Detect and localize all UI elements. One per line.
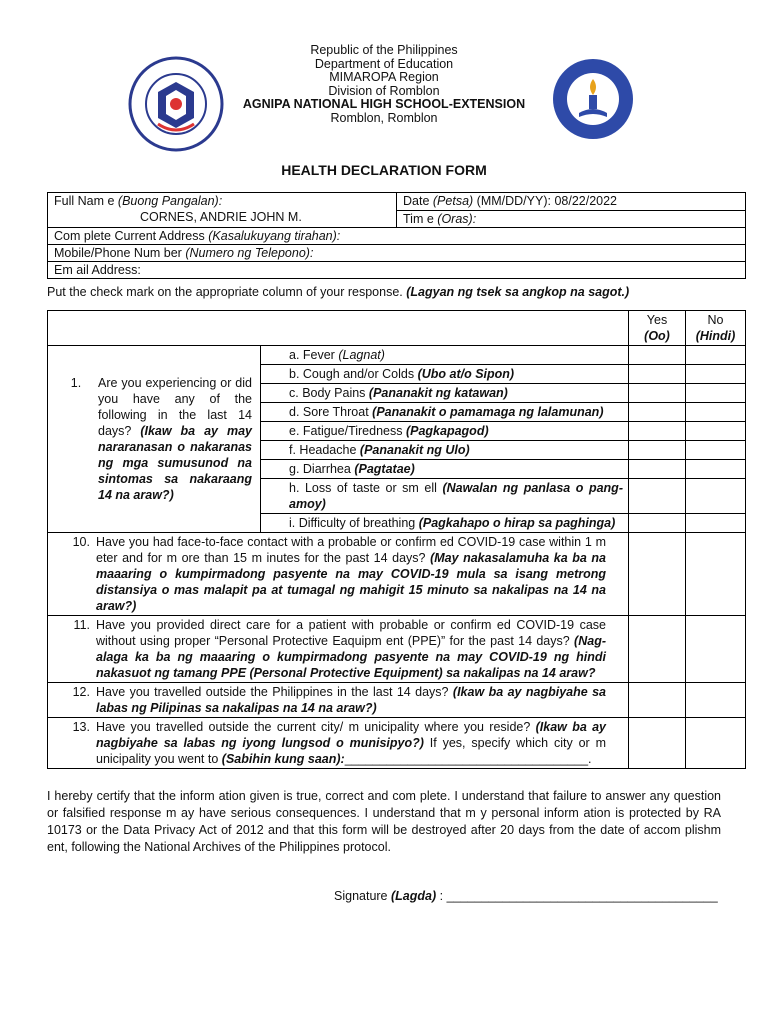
question-11-yes-cell[interactable] xyxy=(629,616,686,683)
date-value: (MM/DD/YY): 08/22/2022 xyxy=(476,194,618,208)
symptom-yes-cell[interactable] xyxy=(629,514,686,533)
symptom-no-cell[interactable] xyxy=(686,365,746,384)
symptom-yes-cell[interactable] xyxy=(629,422,686,441)
form-title: HEALTH DECLARATION FORM xyxy=(281,162,487,178)
symptom-row: c. Body Pains (Pananakit ng katawan) xyxy=(261,384,629,403)
email-label: Em ail Address: xyxy=(54,263,141,277)
symptom-no-cell[interactable] xyxy=(686,460,746,479)
header-location: Romblon, Romblon xyxy=(330,110,438,125)
symptom-no-cell[interactable] xyxy=(686,441,746,460)
symptom-yes-cell[interactable] xyxy=(629,346,686,365)
question-1 xyxy=(48,346,261,533)
question-13-no-cell[interactable] xyxy=(686,718,746,769)
symptom-yes-cell[interactable] xyxy=(629,479,686,514)
date-label: Date xyxy=(403,194,430,208)
table-header-blank xyxy=(48,311,629,346)
question-10: 10. Have you had face-to-face contact with a probable or confirm ed COVID-19 case within 1 m eter and for m ore than 15 m inutes for the past 14 days? (May nakasalamuha ka ba na maaaring o kumpirmadong pasyente na may COVID-19 mula sa isang metrong distansiya o mas malapit pa at tumagal ng mahigit 15 minuto sa nakalipas na 14 na araw?) xyxy=(48,533,629,616)
question-12-yes-cell[interactable] xyxy=(629,683,686,718)
date-label-tl: (Petsa) xyxy=(432,194,474,208)
symptom-no-cell[interactable] xyxy=(686,384,746,403)
time-label: Tim e xyxy=(403,211,434,226)
question-11: 11. Have you provided direct care for a patient with probable or confirm ed COVID-19 case without using proper “Personal Protective Eaquipm ent (PPE)” for the past 14 days? (Nag-alaga ka ba ng maaaring o kumpirmadong pasyente na may COVID-19 ng hindi nakasuot ng tamang PPE (Personal Protective Equipment) sa nakalipas na 14 araw? xyxy=(48,616,629,683)
symptom-no-cell[interactable] xyxy=(686,403,746,422)
certification-statement: I hereby certify that the inform ation given is true, correct and com plete. I understand that failure to answer any question or falsified response m ay have serious consequences. I understand that m y personal inform ation is protected by RA 10173 or the Data Privacy Act of 2012 and that this form will be destroyed after 20 days from the date of accom plishm ent, following the National Archives of the Philippines protocol. xyxy=(47,789,721,854)
symptom-row: f. Headache (Pananakit ng Ulo) xyxy=(261,441,629,460)
question-10-no-cell[interactable] xyxy=(686,533,746,616)
symptom-yes-cell[interactable] xyxy=(629,441,686,460)
question-13: 13. Have you travelled outside the current city/ m unicipality where you reside? (Ikaw ba ay nagbiyahe sa labas ng iyong lungsod o munisipyo?) If yes, specify which city or m unicipality you went to (Sabihin kung saan):___________________________________. xyxy=(48,718,629,769)
question-1-text: Are you experiencing or did you have any of the following in the last 14 days? xyxy=(98,376,252,438)
header-department: Department of Education xyxy=(314,56,454,71)
full-name-label-tl: (Buong Pangalan): xyxy=(117,194,223,208)
instruction-tl: (Lagyan ng tsek sa angkop na sagot.) xyxy=(406,285,630,299)
question-13-yes-cell[interactable] xyxy=(629,718,686,769)
question-12-no-cell[interactable] xyxy=(686,683,746,718)
mobile-label-tl: (Numero ng Telepono): xyxy=(185,246,314,260)
question-1-number: 1. xyxy=(70,376,82,390)
symptom-row: g. Diarrhea (Pagtatae) xyxy=(261,460,629,479)
symptom-no-cell[interactable] xyxy=(686,422,746,441)
symptom-row: e. Fatigue/Tiredness (Pagkapagod) xyxy=(261,422,629,441)
header-school: AGNIPA NATIONAL HIGH SCHOOL-EXTENSION xyxy=(242,97,526,111)
no-column-header: No (Hindi) xyxy=(686,311,746,346)
question-11-no-cell[interactable] xyxy=(686,616,746,683)
symptom-no-cell[interactable] xyxy=(686,346,746,365)
address-label: Com plete Current Address xyxy=(54,229,205,243)
instruction-en: Put the check mark on the appropriate column of your response. xyxy=(47,285,403,299)
instruction-text xyxy=(47,285,629,299)
full-name-label: Full Nam e xyxy=(54,194,115,208)
city-specify-blank[interactable]: ___________________________________. xyxy=(344,752,592,766)
signature-line[interactable]: Signature (Lagda) : _______________________________________ xyxy=(334,889,718,903)
symptom-yes-cell[interactable] xyxy=(629,460,686,479)
mobile-label: Mobile/Phone Num ber xyxy=(54,246,182,260)
question-12: 12. Have you travelled outside the Philippines in the last 14 days? (Ikaw ba ay nagbiyahe sa labas ng Pilipinas sa nakalipas na 14 na araw?) xyxy=(48,683,629,718)
symptom-row: a. Fever (Lagnat) xyxy=(261,346,629,365)
symptom-row: i. Difficulty of breathing (Pagkahapo o hirap sa paghinga) xyxy=(261,514,629,533)
symptom-row: d. Sore Throat (Pananakit o pamamaga ng lalamunan) xyxy=(261,403,629,422)
letterhead xyxy=(0,44,768,125)
symptom-yes-cell[interactable] xyxy=(629,365,686,384)
symptom-no-cell[interactable] xyxy=(686,479,746,514)
mobile-cell[interactable] xyxy=(48,245,746,262)
personal-info-table xyxy=(47,192,746,279)
symptom-yes-cell[interactable] xyxy=(629,403,686,422)
full-name-cell[interactable] xyxy=(48,193,397,228)
full-name-value: CORNES, ANDRIE JOHN M. xyxy=(140,210,302,224)
header-republic: Republic of the Philippines xyxy=(310,43,458,57)
address-label-tl: (Kasalukuyang tirahan): xyxy=(208,229,341,243)
symptom-row: b. Cough and/or Colds (Ubo at/o Sipon) xyxy=(261,365,629,384)
header-division: Division of Romblon xyxy=(328,83,440,98)
symptom-row: h. Loss of taste or sm ell (Nawalan ng panlasa o pang-amoy) xyxy=(261,479,629,514)
address-cell[interactable] xyxy=(48,228,746,245)
health-questions-table xyxy=(47,310,746,769)
yes-column-header: Yes (Oo) xyxy=(629,311,686,346)
symptom-no-cell[interactable] xyxy=(686,514,746,533)
header-region: MIMAROPA Region xyxy=(329,70,439,84)
time-label-tl: (Oras): xyxy=(437,211,477,226)
email-cell[interactable] xyxy=(48,262,746,279)
time-cell[interactable] xyxy=(397,210,746,228)
question-10-yes-cell[interactable] xyxy=(629,533,686,616)
date-cell[interactable] xyxy=(397,193,746,211)
symptom-yes-cell[interactable] xyxy=(629,384,686,403)
signature-label: Signature xyxy=(334,889,388,903)
question-1-text-tl: (Ikaw ba ay may nararanasan o nakaranas ng mga sumusunod na sintomas sa nakaraang 14 na araw?) xyxy=(98,424,252,502)
signature-blank[interactable]: _______________________________________ xyxy=(446,889,718,903)
signature-label-tl: (Lagda) xyxy=(391,889,437,903)
